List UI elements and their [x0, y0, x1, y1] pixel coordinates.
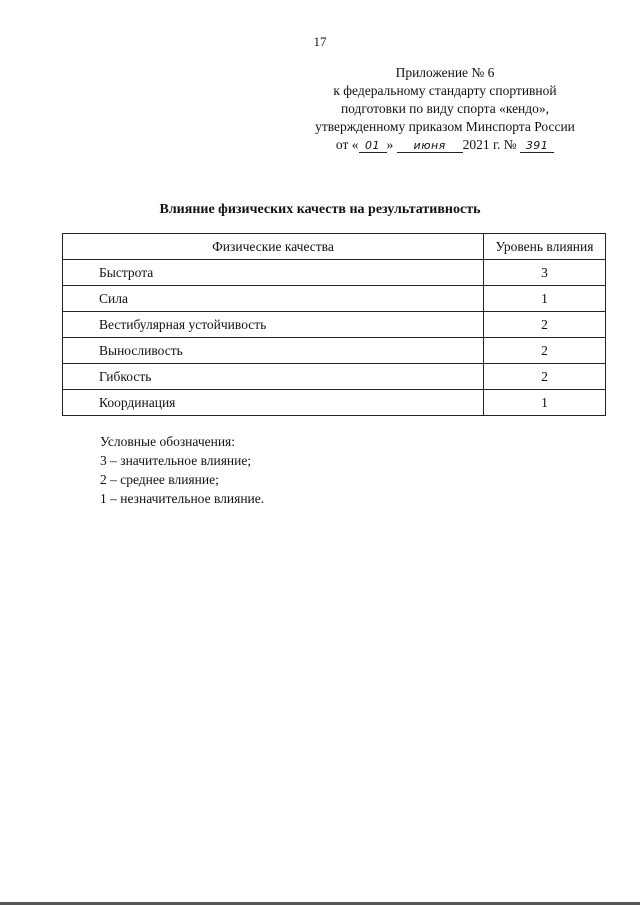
page-number: 17 — [313, 34, 327, 49]
level-cell: 1 — [484, 286, 606, 312]
appendix-title: Приложение № 6 — [395, 65, 495, 80]
legend-item: 3 – значительное влияние; — [100, 453, 252, 468]
legend — [100, 432, 264, 508]
quality-cell: Вестибулярная устойчивость — [63, 312, 484, 338]
table-row — [63, 390, 606, 416]
appendix-header — [300, 64, 590, 154]
legend-item: 1 – незначительное влияние. — [100, 491, 265, 506]
appendix-date-line — [300, 136, 590, 154]
level-cell: 1 — [484, 390, 606, 416]
level-cell: 2 — [484, 312, 606, 338]
qualities-table — [62, 233, 606, 416]
date-year: 2021 г. № — [462, 137, 517, 152]
header-quality: Физические качества — [63, 234, 484, 260]
legend-item: 2 – среднее влияние; — [100, 472, 219, 487]
table-row — [63, 260, 606, 286]
header-level: Уровень влияния — [484, 234, 606, 260]
appendix-line-order: утвержденному приказом Минспорта России — [315, 119, 575, 134]
appendix-line-sport: подготовки по виду спорта «кендо», — [340, 101, 550, 116]
document-title: Влияние физических качеств на результативность — [159, 202, 481, 217]
appendix-line-standard: к федеральному стандарту спортивной — [333, 83, 557, 98]
date-prefix: от « — [335, 137, 359, 152]
level-cell: 3 — [484, 260, 606, 286]
quality-cell: Гибкость — [63, 364, 484, 390]
legend-heading: Условные обозначения: — [100, 434, 236, 449]
date-mid: » — [386, 137, 394, 152]
table-header-row — [63, 234, 606, 260]
handwritten-month: июня — [397, 139, 463, 153]
table-row — [63, 364, 606, 390]
quality-cell: Выносливость — [63, 338, 484, 364]
quality-cell: Координация — [63, 390, 484, 416]
quality-cell: Быстрота — [63, 260, 484, 286]
table-row — [63, 312, 606, 338]
table-row — [63, 286, 606, 312]
table-row — [63, 338, 606, 364]
level-cell: 2 — [484, 338, 606, 364]
handwritten-order-number: 391 — [520, 139, 554, 153]
handwritten-day: 01 — [359, 139, 387, 153]
quality-cell: Сила — [63, 286, 484, 312]
level-cell: 2 — [484, 364, 606, 390]
